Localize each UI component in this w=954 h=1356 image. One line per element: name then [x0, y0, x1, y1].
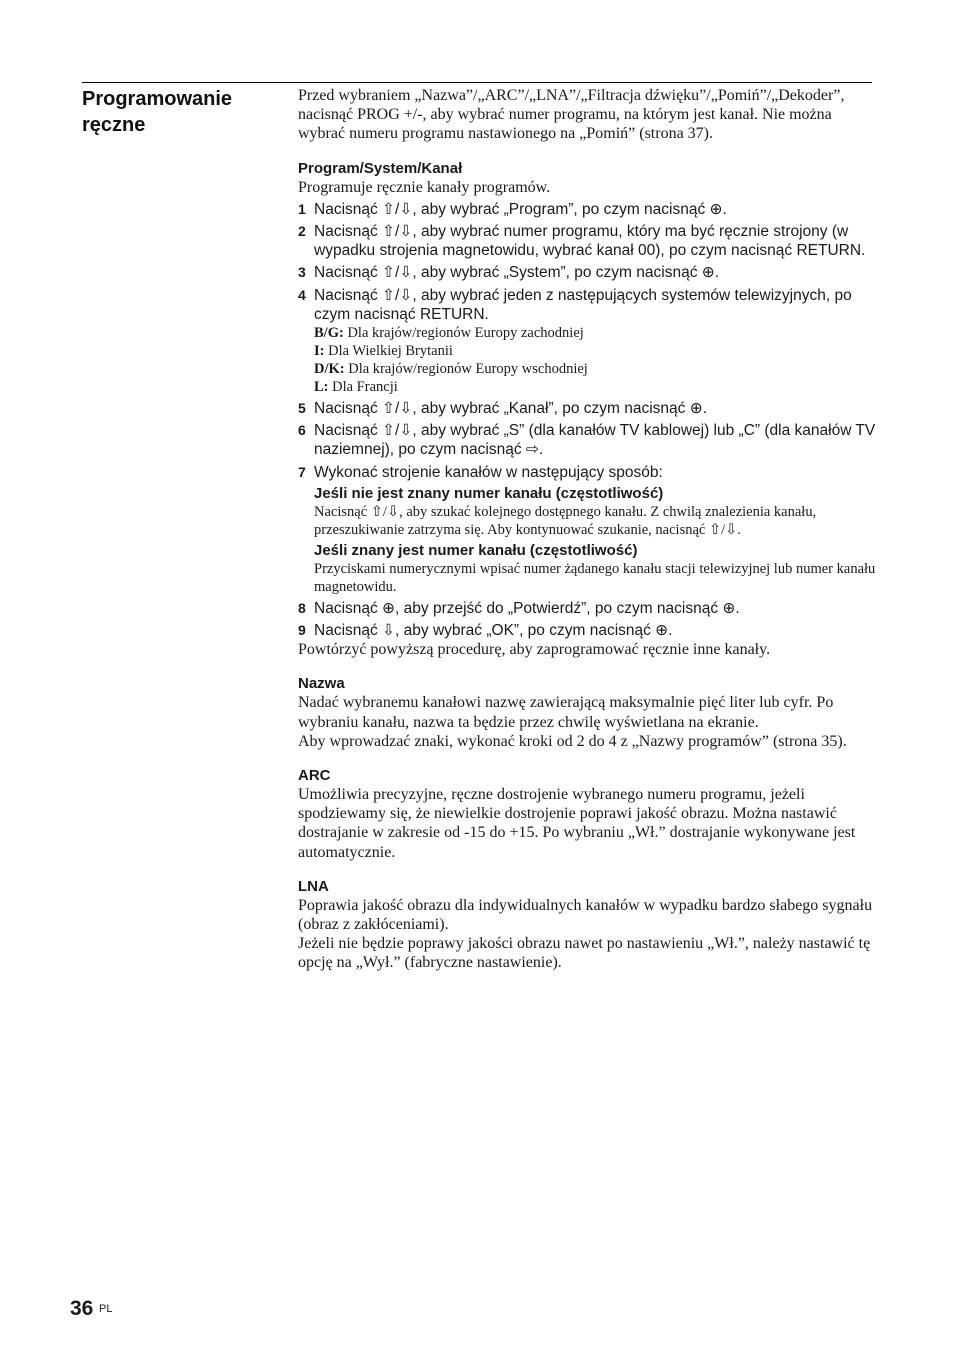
step-number: 5: [298, 400, 306, 417]
unknown-channel-heading: Jeśli nie jest znany numer kanału (częstotliwość): [314, 484, 664, 502]
step-number: 2: [298, 223, 306, 240]
step-text: Nacisnąć ⇧/⇩, aby wybrać „Kanał”, po czym nacisnąć ⊕.: [314, 400, 708, 418]
arc-paragraph: Umożliwia precyzyjne, ręczne dostrojenie wybranego numeru programu, jeżeli spodziewamy się, że niewielkie dostrojenie poprawi jakość obrazu. Można nastawić dostrajanie w zakresie od -15 do +15. Po wybraniu „Wł.” dostrajanie wykonywane jest automatycznie.: [298, 786, 856, 861]
step-4: [298, 286, 876, 324]
step-text: Nacisnąć ⊕, aby przejść do „Potwierdź”, po czym nacisnąć ⊕.: [314, 599, 740, 617]
top-rule: [82, 82, 872, 83]
system-bg: B/G: Dla krajów/regionów Europy zachodniej: [314, 325, 584, 342]
step-text: Nacisnąć ⇧/⇩, aby wybrać „System”, po czym nacisnąć ⊕.: [314, 264, 720, 282]
section-title: Programowanie ręczne: [82, 88, 233, 136]
step-2: [298, 222, 876, 260]
nazwa-paragraph-1: Nadać wybranemu kanałowi nazwę zawierającą maksymalnie pięć liter lub cyfr. Po wybraniu kanału, nazwa ta będzie przez chwilę wyświetlana na ekranie.: [298, 694, 834, 731]
step-number: 6: [298, 422, 306, 439]
nazwa-paragraph-2: Aby wprowadzać znaki, wykonać kroki od 2 do 4 z „Nazwy programów” (strona 35).: [298, 732, 847, 750]
unknown-channel-text: Nacisnąć ⇧/⇩, aby szukać kolejnego dostępnego kanału. Z chwilą znalezienia kanału, przeszukiwanie zatrzyma się. Aby kontynuować szukanie, nacisnąć ⇧/⇩.: [314, 503, 817, 538]
step-text: Nacisnąć ⇧/⇩, aby wybrać „S” (dla kanałów TV kablowej) lub „C” (dla kanałów TV naziemnej), po czym nacisnąć ⇨.: [314, 422, 876, 459]
step-text: Nacisnąć ⇩, aby wybrać „OK”, po czym nacisnąć ⊕.: [314, 622, 673, 640]
step-5: [298, 399, 876, 418]
program-description: Programuje ręcznie kanały programów.: [298, 178, 551, 196]
system-list: [298, 324, 876, 396]
step-1: [298, 200, 876, 219]
program-heading: Program/System/Kanał: [298, 159, 463, 177]
step-number: 7: [298, 463, 306, 480]
lna-paragraph-2: Jeżeli nie będzie poprawy jakości obrazu nawet po nastawieniu „Wł.”, należy nastawić tę opcję na „Wył.” (fabryczne nastawienie).: [298, 935, 871, 972]
step-number: 8: [298, 599, 306, 616]
step-text: Nacisnąć ⇧/⇩, aby wybrać jeden z następujących systemów telewizyjnych, po czym nacisnąć RETURN.: [314, 286, 852, 323]
step-3: [298, 263, 876, 282]
system-i: I: Dla Wielkiej Brytanii: [314, 343, 453, 360]
step-number: 4: [298, 286, 306, 303]
arc-heading: ARC: [298, 767, 331, 785]
known-channel-heading: Jeśli znany jest numer kanału (częstotliwość): [314, 541, 638, 559]
step-9: [298, 621, 876, 640]
known-channel-text: Przyciskami numerycznymi wpisać numer żądanego kanału stacji telewizyjnej lub numer kanału magnetowidu.: [314, 560, 876, 595]
repeat-note: Powtórzyć powyższą procedurę, aby zaprogramować ręcznie inne kanały.: [298, 641, 771, 659]
step-text: Wykonać strojenie kanałów w następujący sposób:: [314, 463, 663, 481]
step-text: Nacisnąć ⇧/⇩, aby wybrać „Program”, po czym nacisnąć ⊕.: [314, 200, 727, 218]
main-content: [298, 86, 876, 973]
language-code: PL: [99, 1303, 113, 1315]
step-8: [298, 599, 876, 618]
lna-heading: LNA: [298, 877, 329, 895]
intro-paragraph: Przed wybraniem „Nazwa”/„ARC”/„LNA”/„Filtracja dźwięku”/„Pomiń”/„Dekoder”, nacisnąć PROG +/-, aby wybrać numer programu, na którym jest kanał. Nie można wybrać numeru programu nastawionego na „Pomiń” (strona 37).: [298, 87, 845, 143]
step-number: 1: [298, 200, 306, 217]
system-dk: D/K: Dla krajów/regionów Europy wschodniej: [314, 361, 588, 378]
step-7: [298, 463, 876, 482]
nazwa-heading: Nazwa: [298, 675, 345, 693]
step-6: [298, 421, 876, 459]
system-l: L: Dla Francji: [314, 379, 398, 396]
step-number: 9: [298, 622, 306, 639]
step-text: Nacisnąć ⇧/⇩, aby wybrać numer programu, który ma być ręcznie strojony (w wypadku strojenia magnetowidu, wybrać kanał 00), po czym nacisnąć RETURN.: [314, 223, 866, 260]
lna-paragraph-1: Poprawia jakość obrazu dla indywidualnych kanałów w wypadku bardzo słabego sygnału (obraz z zakłóceniami).: [298, 896, 873, 934]
page-number: 36: [70, 1297, 94, 1320]
step-number: 3: [298, 264, 306, 281]
